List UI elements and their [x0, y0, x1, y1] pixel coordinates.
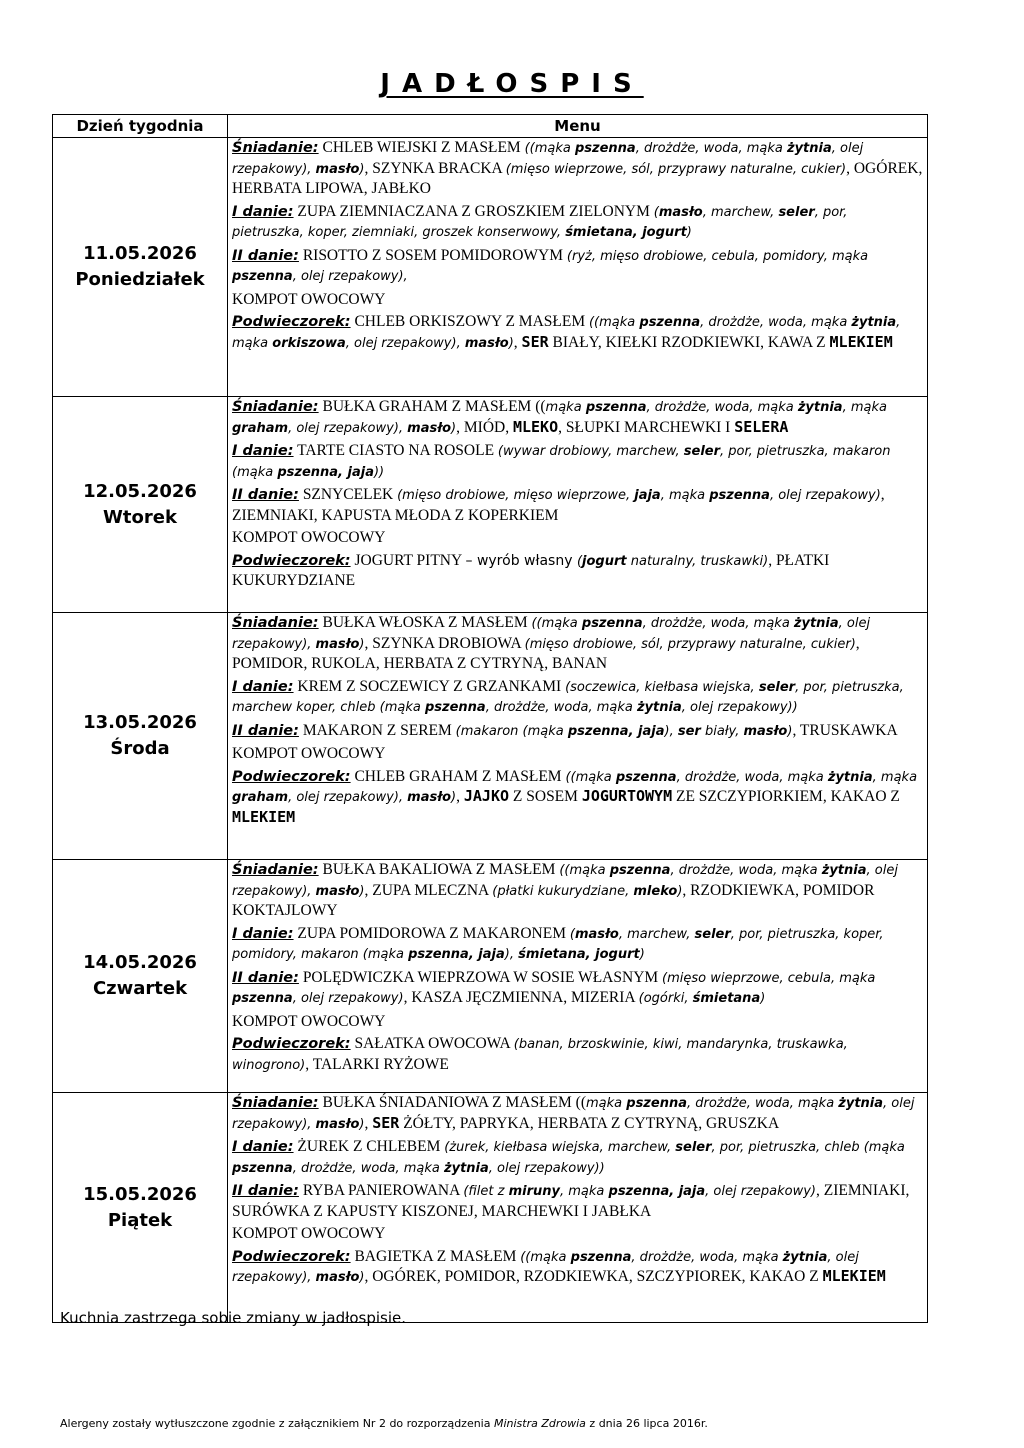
- allergen-text: SELERA: [734, 417, 789, 436]
- meal-text: ): [760, 991, 766, 1006]
- day-name: Poniedziałek: [75, 269, 205, 290]
- meal-text: , drożdże, woda, mąka: [686, 1096, 839, 1111]
- allergen-text: pszenna: [639, 315, 701, 330]
- meals-cell: [228, 397, 928, 613]
- meal-text: ((mąka: [559, 863, 610, 878]
- allergen-text: żytnia: [827, 769, 873, 785]
- meal-text: (wywar drobiowy, marchew,: [497, 444, 684, 459]
- day-date: 15.05.2026: [83, 1183, 197, 1205]
- meal-text: , marchew,: [618, 926, 695, 942]
- meal-entry: [232, 138, 923, 199]
- meal-label: II danie:: [232, 969, 299, 986]
- meal-text: (banan, brzoskwinie, kiwi, mandarynka, truskawka, winogrono): [232, 1037, 848, 1073]
- meal-text: , drożdże, woda, mąka: [642, 616, 794, 631]
- meal-label: I danie:: [232, 1139, 294, 1155]
- meal-text: , olej rzepakowy): [705, 1184, 816, 1199]
- meal-text: , por, pietruszka, marchew koper, chleb (mąka: [232, 679, 904, 715]
- meal-text: ŻÓŁTY, PAPRYKA, HERBATA Z CYTRYNĄ, GRUSZKA: [399, 1114, 780, 1132]
- meal-text: KOMPOT OWOCOWY: [232, 290, 386, 308]
- meal-text: , mąka: [232, 315, 901, 351]
- meal-text: , drożdże, woda, mąka: [646, 400, 798, 415]
- allergen-text: żytnia: [444, 1160, 489, 1176]
- meal-text: )): [373, 464, 385, 480]
- allergen-text: JAJKO: [463, 787, 510, 805]
- allergen-text: śmietana: [692, 991, 761, 1006]
- meal-text: SAŁATKA OWOCOWA: [350, 1035, 514, 1052]
- meal-text: (filet z: [463, 1184, 509, 1199]
- day-name: Środa: [110, 738, 170, 759]
- day-cell: [53, 1093, 228, 1323]
- meal-text: ): [359, 883, 365, 899]
- meal-text: BUŁKA ŚNIADANIOWA Z MASŁEM ((: [318, 1094, 586, 1111]
- day-row: [53, 1093, 928, 1323]
- meal-text: ): [359, 1270, 365, 1285]
- allergen-text: żytnia: [838, 1096, 884, 1111]
- meal-label: Podwieczorek:: [232, 1248, 351, 1265]
- allergen-text: masło: [574, 926, 619, 942]
- day-row: [53, 138, 928, 397]
- meal-entry: [232, 677, 923, 718]
- meal-label: Podwieczorek:: [232, 768, 351, 785]
- meal-text: , drożdże, woda, mąka: [700, 315, 852, 330]
- footer-text-before: Alergeny zostały wytłuszczone zgodnie z załącznikiem Nr 2 do rozporządzenia: [60, 1417, 494, 1430]
- meal-text: , mąka: [559, 1184, 609, 1199]
- meal-text: ): [787, 723, 793, 739]
- allergen-text: masło: [464, 335, 509, 351]
- meal-entry: [232, 397, 923, 438]
- meal-label: II danie:: [232, 1183, 299, 1199]
- meal-text: ): [677, 883, 683, 899]
- allergen-text: żytnia: [797, 400, 843, 415]
- day-row: [53, 613, 928, 860]
- meal-text: (makaron (mąka: [455, 723, 568, 739]
- meal-text: ): [359, 636, 365, 652]
- meal-text: , mąka: [872, 769, 918, 785]
- allergen-text: seler: [758, 679, 796, 695]
- meal-entry: [232, 528, 923, 548]
- meal-text: , olej rzepakowy),: [232, 616, 871, 652]
- meal-text: ŻUREK Z CHLEBEM: [293, 1138, 445, 1155]
- meal-text: (soczewica, kiełbasa wiejska,: [565, 679, 759, 695]
- allergen-text: pszenna: [709, 488, 770, 503]
- meal-entry: [232, 1093, 923, 1134]
- meal-text: (ogórki,: [638, 991, 693, 1006]
- meal-text: , olej rzepakowy),: [288, 420, 408, 436]
- meal-text: , SZYNKA BRACKA: [364, 159, 506, 177]
- meals-cell: [228, 138, 928, 397]
- allergen-text: SER: [521, 332, 549, 351]
- meal-text: naturalny, truskawki): [626, 553, 769, 569]
- day-date: 12.05.2026: [83, 480, 197, 502]
- meal-text: , drożdże, woda, mąka: [631, 1249, 783, 1265]
- meal-text: ((mąka: [524, 141, 575, 156]
- allergen-text: graham: [232, 790, 289, 805]
- meal-text: KOMPOT OWOCOWY: [232, 529, 386, 546]
- meal-text: , por, pietruszka, koper, pomidory, makaron (mąka: [232, 926, 884, 962]
- meal-text: , SŁUPKI MARCHEWKI I: [558, 418, 735, 436]
- allergen-text: MLEKIEM: [829, 332, 893, 351]
- meal-text: , olej rzepakowy): [292, 991, 404, 1006]
- allergen-text: JOGURTOWYM: [581, 787, 673, 805]
- meal-text: ZUPA POMIDOROWA Z MAKARONEM: [293, 924, 570, 942]
- meal-entry: [232, 721, 923, 742]
- meal-text: , por, pietruszka, makaron (mąka: [232, 444, 891, 480]
- meal-text: , SZYNKA DROBIOWA: [364, 634, 525, 652]
- meal-text: JOGURT PITNY: [350, 551, 466, 569]
- meal-text: BUŁKA BAKALIOWA Z MASŁEM: [318, 861, 560, 878]
- meal-text: BUŁKA GRAHAM Z MASŁEM ((: [318, 398, 546, 415]
- allergen-text: żytnia: [782, 1249, 828, 1265]
- day-cell: [53, 138, 228, 397]
- day-row: [53, 397, 928, 613]
- meal-text: , olej rzepakowy),: [232, 1249, 859, 1285]
- meal-entry: [232, 968, 923, 1009]
- meal-text: , ZUPA MLECZNA: [364, 881, 493, 899]
- meal-label: Śniadanie:: [232, 399, 319, 415]
- menu-body: [53, 138, 928, 1323]
- meal-label: II danie:: [232, 722, 299, 739]
- meal-text: , drożdże, woda, mąka: [670, 863, 822, 878]
- meal-text: (płatki kukurydziane,: [492, 883, 634, 899]
- allergen-text: SER: [372, 1113, 400, 1132]
- allergen-text: masło: [315, 636, 360, 652]
- meal-text: , drożdże, woda, mąka: [676, 769, 828, 785]
- meal-text: BIAŁY, KIEŁKI RZODKIEWKI, KAWA Z: [548, 333, 830, 351]
- page-title-text: JADŁOSPIS: [380, 69, 644, 99]
- meal-entry: [232, 290, 923, 310]
- day-date: 14.05.2026: [83, 952, 197, 973]
- allergen-text: masło: [407, 790, 452, 805]
- meal-text: (mięso drobiowe, mięso wieprzowe,: [397, 488, 635, 503]
- day-date: 11.05.2026: [83, 243, 197, 264]
- allergen-text: żytnia: [851, 315, 897, 330]
- meal-text: ): [639, 947, 645, 962]
- meal-text: , OGÓREK, HERBATA LIPOWA, JABŁKO: [232, 159, 923, 197]
- meal-text: ),: [664, 723, 678, 739]
- meal-entry: [232, 744, 923, 764]
- meal-text: , olej rzepakowy),: [232, 1096, 915, 1132]
- header-menu: Menu: [228, 115, 928, 138]
- allergen-text: seler: [778, 204, 815, 220]
- meal-text: KOMPOT OWOCOWY: [232, 745, 386, 762]
- meal-text: , POMIDOR, RUKOLA, HERBATA Z CYTRYNĄ, BANAN: [232, 634, 860, 672]
- kitchen-note: Kuchnia zastrzega sobie zmiany w jadłospisie.: [60, 1309, 407, 1327]
- meal-entry: [232, 767, 923, 828]
- meal-entry: [232, 1034, 923, 1075]
- meal-entry: [232, 924, 923, 965]
- header-day: Dzień tygodnia: [53, 115, 228, 138]
- meals-cell: [228, 613, 928, 860]
- meal-text: ,: [364, 1114, 373, 1132]
- meal-text: RISOTTO Z SOSEM POMIDOROWYM: [298, 246, 567, 264]
- allergen-text: pszenna: [609, 863, 671, 878]
- meal-text: (: [576, 553, 583, 569]
- day-name: Piątek: [107, 1209, 173, 1231]
- meal-text: , olej rzepakowy)): [681, 700, 798, 715]
- allergen-text: MLEKIEM: [822, 1267, 886, 1285]
- meal-text: ZUPA ZIEMNIACZANA Z GROSZKIEM ZIELONYM: [293, 202, 654, 220]
- meal-text: , por, pietruszka, koper, ziemniaki, groszek konserwowy,: [232, 204, 848, 240]
- allergen-text: MLEKIEM: [232, 807, 296, 826]
- meal-text: BAGIETKA Z MASŁEM: [350, 1247, 521, 1265]
- allergen-text: pszenna, jaja: [277, 464, 374, 480]
- meal-label: Śniadanie:: [232, 862, 319, 878]
- meal-label: II danie:: [232, 487, 299, 503]
- allergen-footer: [60, 1417, 708, 1430]
- meal-text: , olej rzepakowy),: [292, 269, 408, 284]
- meal-entry: [232, 1137, 923, 1178]
- day-name: Wtorek: [103, 506, 177, 528]
- meal-text: , MIÓD,: [456, 418, 513, 436]
- meal-text: (mięso wieprzowe, cebula, mąka: [662, 970, 876, 986]
- meal-text: CHLEB WIEJSKI Z MASŁEM: [318, 139, 525, 156]
- meal-label: II danie:: [232, 247, 299, 264]
- meal-text: ,: [456, 788, 464, 805]
- meal-label: Śniadanie:: [232, 615, 319, 631]
- meal-text: ): [451, 420, 457, 436]
- meal-text: (ryż, mięso drobiowe, cebula, pomidory, mąka: [566, 248, 869, 264]
- meal-entry: [232, 613, 923, 674]
- footer-text-after: z dnia 26 lipca 2016r.: [585, 1417, 708, 1430]
- meal-label: Podwieczorek:: [232, 552, 351, 569]
- allergen-text: żytnia: [637, 700, 682, 715]
- meal-text: , drożdże, woda, mąka: [635, 141, 788, 156]
- meal-text: – wyrób własny: [465, 552, 577, 569]
- meal-text: KOMPOT OWOCOWY: [232, 1225, 386, 1242]
- allergen-text: masło: [315, 1116, 360, 1132]
- meal-text: mąka: [586, 1096, 627, 1111]
- allergen-text: śmietana, jogurt: [518, 947, 640, 962]
- meal-text: ): [359, 161, 365, 177]
- meal-text: , mąka: [660, 488, 710, 503]
- meal-entry: [232, 441, 923, 482]
- meal-entry: [232, 551, 923, 591]
- meal-text: ZE SZCZYPIORKIEM, KAKAO Z: [672, 788, 900, 805]
- meal-text: ((mąka: [531, 616, 582, 631]
- table-header-row: [53, 115, 928, 138]
- meal-text: , KASZA JĘCZMIENNA, MIZERIA: [403, 989, 639, 1006]
- allergen-text: pszenna: [574, 141, 636, 156]
- allergen-text: mleko: [633, 883, 678, 899]
- allergen-text: masło: [315, 1270, 360, 1285]
- allergen-text: pszenna: [232, 269, 293, 284]
- meal-text: ,: [513, 333, 522, 351]
- allergen-text: orkiszowa: [272, 335, 346, 351]
- allergen-text: żytnia: [787, 141, 832, 156]
- meal-text: , ZIEMNIAKI, SURÓWKA Z KAPUSTY KISZONEJ, MARCHEWKI I JABŁKA: [232, 1182, 910, 1220]
- day-cell: [53, 397, 228, 613]
- meal-text: KOMPOT OWOCOWY: [232, 1012, 386, 1030]
- page-title: [0, 64, 1024, 108]
- allergen-text: masło: [315, 161, 360, 177]
- meal-text: KREM Z SOCZEWICY Z GRZANKAMI: [293, 677, 566, 695]
- allergen-text: pszenna: [626, 1096, 687, 1111]
- meal-text: , olej rzepakowy),: [232, 141, 864, 177]
- allergen-text: MLEKO: [512, 417, 559, 436]
- meal-text: , ZIEMNIAKI, KAPUSTA MŁODA Z KOPERKIEM: [232, 486, 885, 524]
- meal-text: ): [451, 790, 457, 805]
- meal-text: MAKARON Z SEREM: [298, 721, 456, 739]
- meal-entry: [232, 485, 923, 525]
- allergen-text: masło: [743, 723, 788, 739]
- meal-text: mąka: [545, 400, 586, 415]
- meal-text: , drożdże, woda, mąka: [292, 1160, 445, 1176]
- meals-cell: [228, 860, 928, 1093]
- allergen-text: pszenna: [424, 700, 486, 715]
- allergen-text: jaja: [634, 488, 661, 503]
- meal-text: (: [653, 204, 659, 220]
- meal-entry: [232, 1224, 923, 1244]
- meal-entry: [232, 202, 923, 243]
- meal-text: , marchew,: [702, 204, 779, 220]
- meal-text: , PŁATKI KUKURYDZIANE: [232, 551, 830, 589]
- day-date: 13.05.2026: [83, 712, 197, 733]
- meal-text: , por, pietruszka, chleb (mąka: [711, 1140, 905, 1155]
- meal-text: ((mąka: [588, 315, 640, 330]
- meal-text: (: [569, 926, 575, 942]
- day-name: Czwartek: [92, 978, 188, 999]
- meal-text: (mięso wieprzowe, sól, przyprawy naturalne, cukier): [505, 161, 847, 177]
- meal-text: ),: [504, 947, 519, 962]
- meal-text: (żurek, kiełbasa wiejska, marchew,: [444, 1140, 676, 1155]
- allergen-text: pszenna: [581, 616, 643, 631]
- menu-table: [52, 114, 928, 1323]
- allergen-text: jogurt: [582, 553, 627, 569]
- allergen-text: miruny: [508, 1184, 560, 1199]
- meal-text: (mięso drobiowe, sól, przyprawy naturalne, cukier): [524, 636, 856, 652]
- meal-text: CHLEB GRAHAM Z MASŁEM: [350, 767, 566, 785]
- meal-text: , drożdże, woda, mąka: [485, 700, 638, 715]
- meal-text: , RZODKIEWKA, POMIDOR KOKTAJLOWY: [232, 881, 875, 919]
- meal-text: , olej rzepakowy),: [232, 863, 898, 899]
- meal-text: Z SOSEM: [509, 788, 582, 805]
- meal-text: BUŁKA WŁOSKA Z MASŁEM: [318, 614, 532, 631]
- meal-text: ((mąka: [520, 1249, 571, 1265]
- meals-cell: [228, 1093, 928, 1323]
- meal-text: , TALARKI RYŻOWE: [305, 1055, 449, 1073]
- meal-label: I danie:: [232, 203, 294, 220]
- allergen-text: masło: [315, 883, 360, 899]
- allergen-text: żytnia: [793, 616, 839, 631]
- allergen-text: seler: [675, 1140, 712, 1155]
- allergen-text: pszenna: [232, 991, 293, 1006]
- allergen-text: ser: [677, 723, 701, 739]
- meal-text: , olej rzepakowy): [769, 488, 881, 503]
- meal-text: biały,: [700, 723, 744, 739]
- allergen-text: pszenna, jaja: [608, 1184, 706, 1199]
- meal-entry: [232, 1012, 923, 1032]
- meal-text: , olej rzepakowy)): [488, 1160, 605, 1176]
- meal-entry: [232, 1247, 923, 1288]
- meal-label: Podwieczorek:: [232, 314, 351, 330]
- allergen-text: masło: [658, 204, 703, 220]
- day-cell: [53, 860, 228, 1093]
- meal-text: ((mąka: [565, 769, 616, 785]
- allergen-text: pszenna: [232, 1160, 293, 1176]
- meal-label: Śniadanie:: [232, 140, 319, 156]
- meal-text: POLĘDWICZKA WIEPRZOWA W SOSIE WŁASNYM: [298, 968, 663, 986]
- meal-text: , TRUSKAWKA: [792, 721, 898, 739]
- footer-text-italic: Ministra Zdrowia: [493, 1417, 586, 1430]
- allergen-text: pszenna: [585, 400, 647, 415]
- meal-text: ): [686, 225, 692, 240]
- allergen-text: śmietana, jogurt: [565, 225, 687, 240]
- allergen-text: masło: [407, 420, 452, 436]
- day-row: [53, 860, 928, 1093]
- meal-text: SZNYCELEK: [298, 486, 398, 503]
- allergen-text: pszenna: [570, 1249, 632, 1265]
- meal-text: , olej rzepakowy),: [288, 790, 408, 805]
- meal-entry: [232, 860, 923, 921]
- meal-label: I danie:: [232, 678, 294, 695]
- meal-entry: [232, 1181, 923, 1221]
- meal-label: Śniadanie:: [232, 1095, 319, 1111]
- meal-entry: [232, 246, 923, 287]
- day-cell: [53, 613, 228, 860]
- meal-entry: [232, 312, 923, 353]
- meal-label: Podwieczorek:: [232, 1036, 351, 1052]
- allergen-text: pszenna, jaja: [567, 723, 665, 739]
- meal-text: TARTE CIASTO NA ROSOLE: [293, 442, 498, 459]
- allergen-text: seler: [694, 926, 731, 942]
- allergen-text: żytnia: [821, 863, 867, 878]
- meal-text: , OGÓREK, POMIDOR, RZODKIEWKA, SZCZYPIOREK, KAKAO Z: [364, 1268, 823, 1285]
- meal-text: ): [508, 335, 514, 351]
- meal-text: CHLEB ORKISZOWY Z MASŁEM: [350, 313, 589, 330]
- meal-text: , olej rzepakowy),: [345, 335, 465, 351]
- meal-text: RYBA PANIEROWANA: [298, 1182, 464, 1199]
- allergen-text: pszenna, jaja: [408, 947, 505, 962]
- meal-label: I danie:: [232, 443, 294, 459]
- allergen-text: seler: [683, 444, 721, 459]
- allergen-text: graham: [232, 420, 289, 436]
- allergen-text: pszenna: [615, 769, 677, 785]
- meal-text: ): [359, 1116, 365, 1132]
- meal-text: , mąka: [842, 400, 887, 415]
- meal-label: I danie:: [232, 925, 294, 942]
